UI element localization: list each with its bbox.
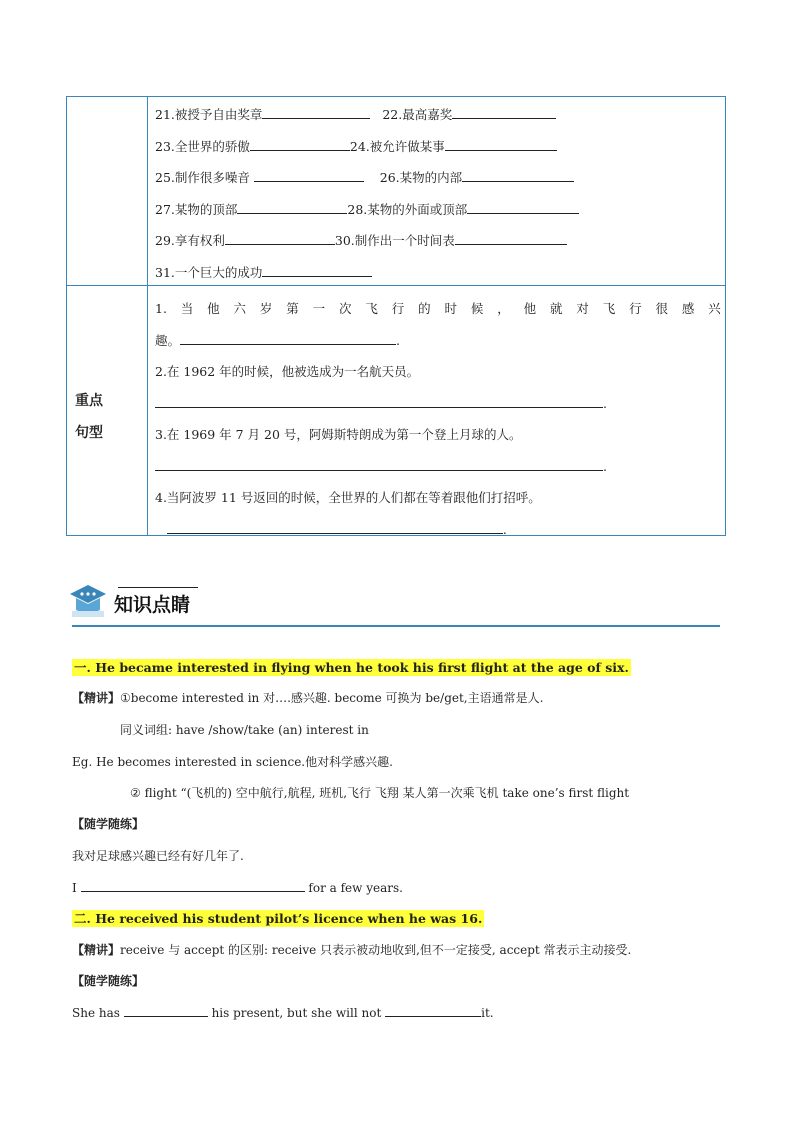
graduation-cap-icon <box>68 583 108 619</box>
answer-blank[interactable] <box>467 200 579 214</box>
answer-blank[interactable] <box>180 331 396 345</box>
practice-label: 【随学随练】 <box>72 817 145 831</box>
answer-blank[interactable] <box>155 394 603 408</box>
answer-blank[interactable] <box>81 878 305 892</box>
answer-blank[interactable] <box>237 200 347 214</box>
vocab-line <box>155 263 720 295</box>
label-line-2: 句型 <box>75 425 103 441</box>
point-2-heading <box>72 909 484 927</box>
point-2-practice-label <box>72 972 144 989</box>
sentence-1-char: 他 <box>207 301 220 316</box>
vocab-line <box>155 200 720 232</box>
vocab-list <box>155 105 720 294</box>
sentence-1-char: 岁 <box>259 301 273 316</box>
period: . <box>603 395 607 411</box>
vocab-item-23: 23.全世界的骄傲 <box>155 138 250 154</box>
answer-blank[interactable] <box>250 137 350 151</box>
sentence-1-char: 时 <box>444 301 458 316</box>
practice-label: 【随学随练】 <box>72 974 145 988</box>
sentence-4-answer <box>155 514 721 546</box>
vocab-sentence-table <box>66 96 726 536</box>
sentence-1-char: 当 <box>180 301 194 316</box>
vocab-line <box>155 105 720 137</box>
sentence-1-char: 兴 <box>708 301 721 316</box>
answer-blank[interactable] <box>262 263 372 277</box>
answer-blank[interactable] <box>455 231 567 245</box>
answer-blank[interactable] <box>254 168 364 182</box>
sentence-1-char: 次 <box>339 301 352 316</box>
vocab-item-30: 30.制作出一个时间表 <box>334 233 455 248</box>
point-1-heading-text: 一. He became interested in flying when he took his first flight at the age of six. <box>74 660 629 675</box>
sentence-1-char: 他 <box>523 301 537 316</box>
sentence-1-char: 很 <box>655 301 669 316</box>
vocab-line <box>155 137 720 169</box>
note-text: receive 与 accept 的区别: receive 只表示被动地收到,但不一定接受, accept 常表示主动接受. <box>120 943 632 957</box>
practice-text: his present, but she will not <box>211 1006 382 1020</box>
section-rule <box>72 625 720 627</box>
vocab-line <box>155 168 720 200</box>
sentence-1-char: 感 <box>681 301 695 316</box>
vocab-line <box>155 231 720 263</box>
sentence-1-char: 对 <box>576 301 589 316</box>
section-title: 知识点睛 <box>114 594 191 616</box>
answer-blank[interactable] <box>124 1003 208 1017</box>
point-1-example: Eg. He becomes interested in science.他对科学感兴趣. <box>72 755 393 769</box>
point-2-practice-answer <box>72 1003 494 1020</box>
vocab-item-28: 28.某物的外面或顶部 <box>347 201 468 217</box>
vocab-item-26: 26.某物的内部 <box>379 170 463 185</box>
jingjiang-label: 【精讲】 <box>72 691 121 705</box>
sentence-3-answer <box>155 451 721 483</box>
point-1-heading <box>72 658 631 676</box>
point-1-practice-question: 我对足球感兴趣已经有好几年了. <box>72 849 244 863</box>
sentence-2-answer <box>155 388 721 420</box>
vocab-item-21: 21.被授予自由奖章 <box>155 107 263 122</box>
sentence-1-char: 六 <box>233 301 247 316</box>
sentence-1-char: 的 <box>418 301 431 316</box>
practice-text: I <box>72 881 77 895</box>
answer-blank[interactable] <box>462 168 574 182</box>
answer-blank[interactable] <box>225 231 335 245</box>
practice-text: for a few years. <box>308 881 403 895</box>
sentence-1-char: 第 <box>286 301 299 316</box>
sentence-1-char: 一 <box>312 301 326 316</box>
sentence-2: 2.在 1962 年的时候，他被选成为一名航天员。 <box>155 364 420 379</box>
answer-blank[interactable] <box>167 520 503 534</box>
sentence-1-line-1 <box>155 293 721 325</box>
sentence-1-char: 候 <box>470 301 484 316</box>
answer-blank[interactable] <box>385 1003 481 1017</box>
sentence-1-char: ， <box>497 301 510 316</box>
vocab-item-29: 29.享有权利 <box>155 233 225 248</box>
section-decor-line <box>118 587 198 588</box>
sentence-1-char: 飞 <box>365 301 378 316</box>
point-1-practice-answer <box>72 878 403 895</box>
sentence-1-char: 1. <box>155 301 167 316</box>
point-2-note <box>72 941 631 958</box>
answer-blank[interactable] <box>262 105 370 119</box>
vocab-item-31: 31.一个巨大的成功 <box>155 264 263 280</box>
point-2-heading-text: 二. He received his student pilot’s licence when he was 16. <box>74 911 483 926</box>
period: . <box>396 332 400 348</box>
note-text: ①become interested in 对….感兴趣. become 可换为 be/get,主语通常是人. <box>120 691 544 705</box>
vocab-item-25: 25.制作很多噪音 <box>155 170 250 185</box>
point-1-practice-label <box>72 815 144 832</box>
period: . <box>603 458 607 474</box>
sentence-1-line-2 <box>155 325 721 357</box>
point-1-note-1 <box>72 689 543 706</box>
point-1-note-2: ② flight “(飞机的) 空中航行,航程, 班机,飞行 飞翔 某人第一次乘飞机 take one’s first flight <box>130 786 630 800</box>
sentence-1-char: 飞 <box>602 301 616 316</box>
answer-blank[interactable] <box>445 137 557 151</box>
key-sentences-label <box>75 385 103 449</box>
vocab-item-27: 27.某物的顶部 <box>155 201 238 217</box>
answer-blank[interactable] <box>452 105 556 119</box>
table-divider-vertical <box>147 97 148 535</box>
period: . <box>502 521 507 537</box>
sentence-3: 3.在 1969 年 7 月 20 号，阿姆斯特朗成为第一个登上月球的人。 <box>155 427 522 442</box>
sentence-4: 4.当阿波罗 11 号返回的时候，全世界的人们都在等着跟他们打招呼。 <box>155 490 541 505</box>
jingjiang-label: 【精讲】 <box>72 943 121 957</box>
sentence-1-char: 行 <box>629 301 642 316</box>
label-line-1: 重点 <box>75 393 103 409</box>
sentence-1-char: 就 <box>550 301 563 316</box>
vocab-item-24: 24.被允许做某事 <box>349 138 445 154</box>
sentence-1-tail: 趣。 <box>155 332 181 348</box>
practice-text: She has <box>72 1006 120 1020</box>
point-1-synonym: 同义词组: have /show/take (an) interest in <box>120 723 369 737</box>
sentence-list <box>155 293 721 545</box>
answer-blank[interactable] <box>155 457 603 471</box>
practice-text: it. <box>481 1006 494 1020</box>
sentence-1-char: 行 <box>391 301 405 316</box>
vocab-item-22: 22.最高嘉奖 <box>382 107 453 122</box>
